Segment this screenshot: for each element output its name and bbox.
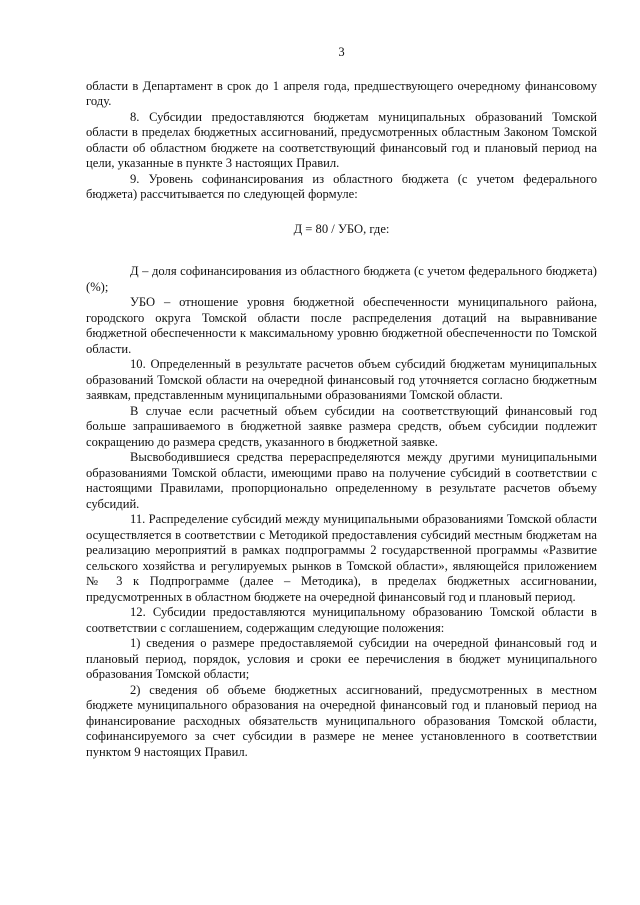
list-item-1: 1) сведения о размере предоставляемой субсидии на очередной финансовый год и плановый период, порядок, условия и сроки ее перечисления в бюджет муниципального образования Томской области;: [86, 636, 597, 681]
paragraph-item-12: 12. Субсидии предоставляются муниципальному образованию Томской области в соответствии с соглашением, содержащим следующие положения:: [86, 605, 597, 635]
list-item-2: 2) сведения об объеме бюджетных ассигнований, предусмотренных в местном бюджете муниципального образования на очередной финансовый год и плановый период на финансирование расходных обязательств муниципального образования Томской области, софинансируемого за счет субсидии в размере не менее установленного в соответствии пунктом 9 настоящих Правил.: [86, 682, 597, 759]
paragraph-reduction: В случае если расчетный объем субсидии на соответствующий финансовый год больше запрашиваемого в бюджетной заявке размера средств, объем субсидии подлежит сокращению до размера средств, указанного в бюджетной заявке.: [86, 403, 597, 449]
paragraph-item-10: 10. Определенный в результате расчетов объем субсидий бюджетам муниципальных образований Томской области на очередной финансовый год уточняется согласно бюджетным заявкам, представленным муниципальными образованиями Томской области.: [86, 357, 597, 402]
paragraph-continuation: области в Департамент в срок до 1 апреля года, предшествующего очередному финансовому году.: [86, 78, 597, 108]
paragraph-item-11: 11. Распределение субсидий между муниципальными образованиями Томской области осуществляется в соответствии с Методикой предоставления субсидий местным бюджетам на реализацию мероприятий в рамках подпрограммы 2 государственной программы «Развитие сельского хозяйства и регулируемых рынков в Томской области», являющейся приложением № 3 к Подпрограмме (далее – Методика), в пределах бюджетных ассигновании, предусмотренных в областном бюджете на очередной финансовый год и плановый период.: [86, 512, 597, 604]
definition-ubo: УБО – отношение уровня бюджетной обеспеченности муниципального района, городского округа Томской области после распределения дотаций на выравнивание бюджетной обеспеченности к максимальному уровню бюджетной обеспеченности по Томской области.: [86, 295, 597, 356]
paragraph-item-9: 9. Уровень софинансирования из областного бюджета (с учетом федерального бюджета) рассчитывается по следующей формуле:: [86, 171, 597, 201]
formula: Д = 80 / УБО, где:: [293, 221, 390, 236]
page-number: 3: [338, 45, 345, 59]
paragraph-item-8: 8. Субсидии предоставляются бюджетам муниципальных образований Томской области в пределах бюджетных ассигнований, предусмотренных областным Законом Томской области об областном бюджете на соответствующий финансовый год и плановый период на цели, указанные в пункте 3 настоящих Правил.: [86, 109, 597, 170]
paragraph-redistribution: Высвободившиеся средства перераспределяются между другими муниципальными образованиями Томской области, имеющими право на получение субсидий в соответствии с настоящими Правилами, пропорционально определенному в результате расчетов объему субсидий.: [86, 450, 597, 511]
definition-d: Д – доля софинансирования из областного бюджета (с учетом федерального бюджета) (%);: [86, 264, 597, 294]
